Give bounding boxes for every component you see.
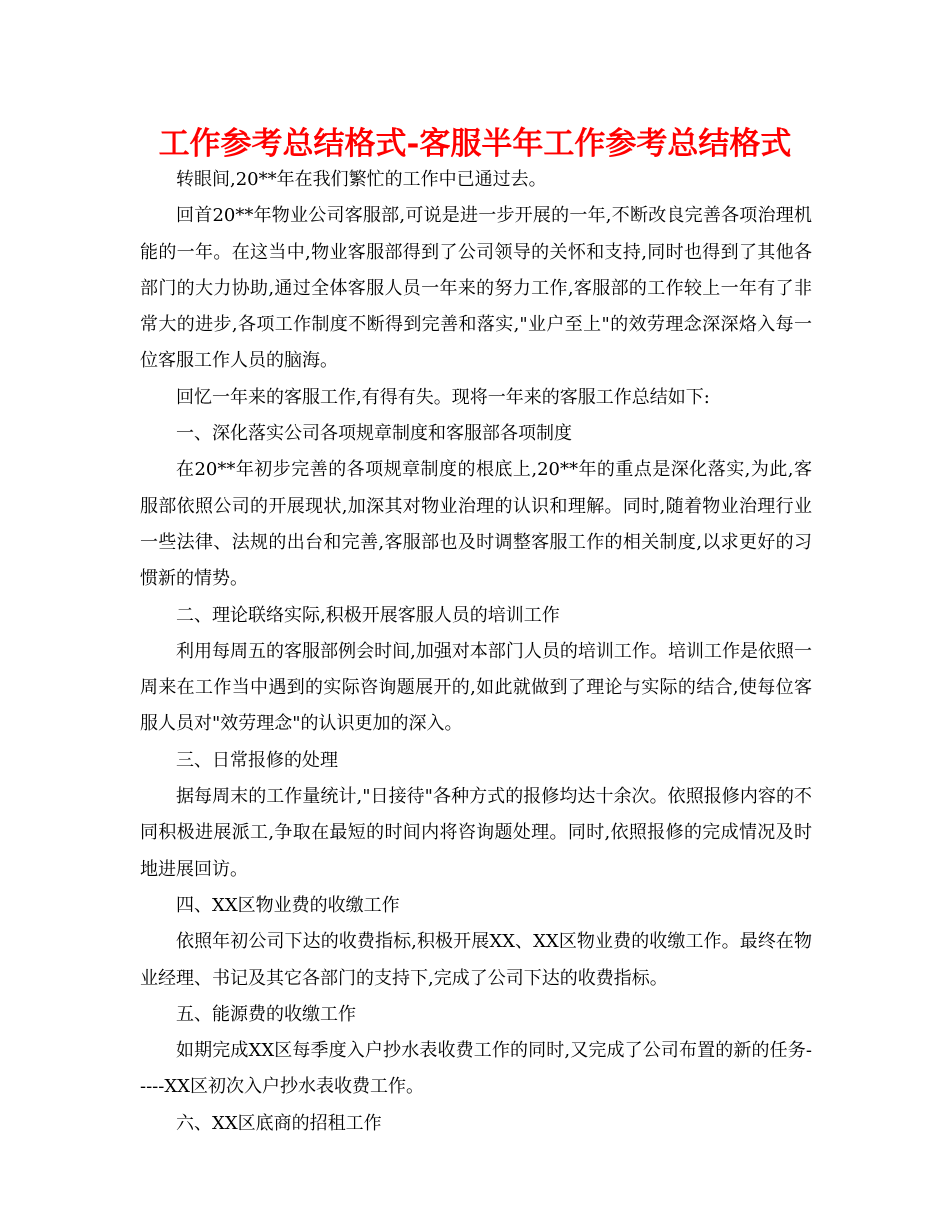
- section-heading: 四、XX区物业费的收缴工作: [176, 894, 400, 916]
- section-heading: 二、理论联络实际,积极开展客服人员的培训工作: [176, 604, 560, 626]
- document-title: 工作参考总结格式-客服半年工作参考总结格式: [158, 126, 792, 162]
- paragraph: 回首20**年物业公司客服部,可说是进一步开展的一年,不断改良完善各项治理机能的一年。在这当中,物业客服部得到了公司领导的关怀和支持,同时也得到了其他各部门的大力协助,通过全体客服人员一年来的努力工作,客服部的工作较上一年有了非常大的进步,各项工作制度不断得到完善和落实,"业户至上"的效劳理念深深烙入每一位客服工作人员的脑海。: [140, 205, 812, 372]
- paragraph: 利用每周五的客服部例会时间,加强对本部门人员的培训工作。培训工作是依照一周来在工作当中遇到的实际咨询题展开的,如此就做到了理论与实际的结合,使每位客服人员对"效劳理念"的认识更加的深入。: [140, 640, 812, 735]
- paragraph: 回忆一年来的客服工作,有得有失。现将一年来的客服工作总结如下:: [176, 386, 710, 408]
- paragraph: 据每周末的工作量统计,"日接待"各种方式的报修均达十余次。依照报修内容的不同积极进展派工,争取在最短的时间内将咨询题处理。同时,依照报修的完成情况及时地进展回访。: [140, 786, 812, 880]
- paragraph: 依照年初公司下达的收费指标,积极开展XX、XX区物业费的收缴工作。最终在物业经理、书记及其它各部门的支持下,完成了公司下达的收费指标。: [140, 931, 812, 989]
- section-heading: 五、能源费的收缴工作: [176, 1003, 356, 1025]
- paragraph: 在20**年初步完善的各项规章制度的根底上,20**年的重点是深化落实,为此,客服部依照公司的开展现状,加深其对物业治理的认识和理解。同时,随着物业治理行业一些法律、法规的出台和完善,客服部也及时调整客服工作的相关制度,以求更好的习惯新的情势。: [140, 459, 812, 590]
- section-heading: 六、XX区底商的招租工作: [176, 1112, 382, 1134]
- paragraph: 转眼间,20**年在我们繁忙的工作中已通过去。: [176, 169, 547, 190]
- document-body: [140, 162, 812, 1142]
- paragraph: 如期完成XX区每季度入户抄水表收费工作的同时,又完成了公司布置的新的任务-----XX区初次入户抄水表收费工作。: [140, 1040, 812, 1098]
- section-heading: 一、深化落实公司各项规章制度和客服部各项制度: [176, 423, 572, 445]
- section-heading: 三、日常报修的处理: [176, 749, 338, 771]
